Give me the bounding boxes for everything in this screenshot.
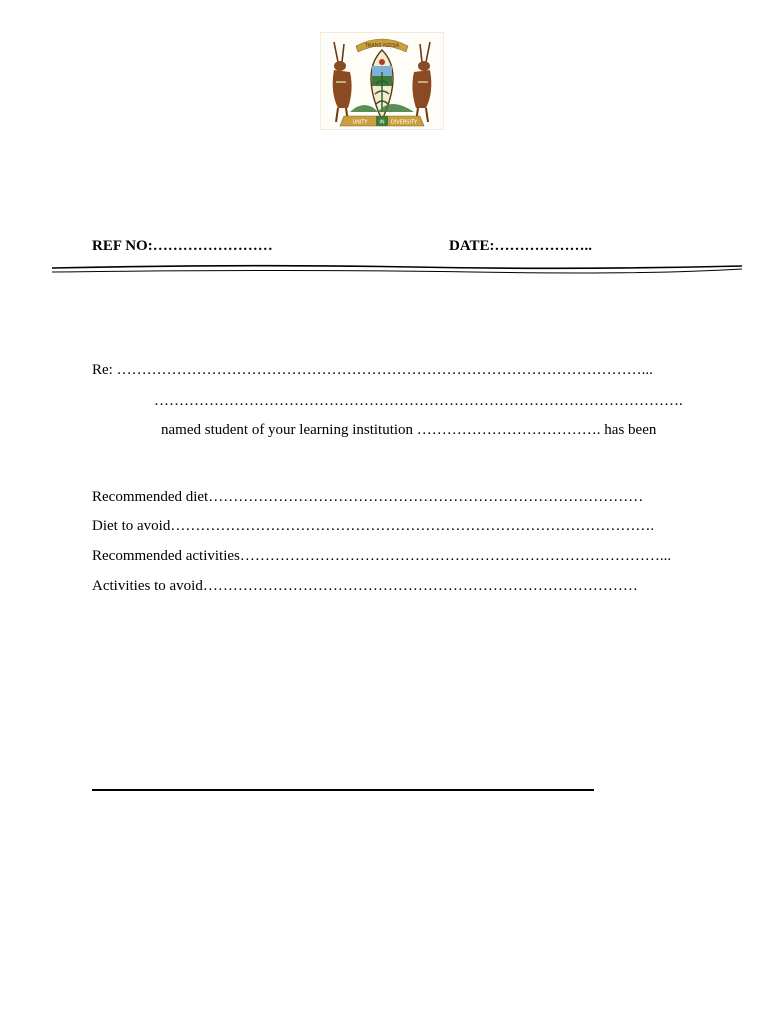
named-student-line: named student of your learning institution ………………………………. has been	[161, 422, 657, 438]
activities-to-avoid-field: Activities to avoid……………………………………………………………………………	[92, 578, 638, 594]
recommended-activities-field: Recommended activities…………………………………………………………………………...	[92, 548, 672, 564]
diet-to-avoid-field: Diet to avoid…………………………………………………………………………………….	[92, 518, 655, 534]
emblem-banner-text: TRANS NZOIA	[364, 43, 400, 49]
recommended-diet-field: Recommended diet……………………………………………………………………………	[92, 489, 644, 505]
emblem-motto-center: IN	[379, 119, 385, 126]
coat-of-arms-emblem	[320, 32, 444, 130]
re-continuation-line: …………………………………………………………………………………………….	[154, 393, 683, 409]
ref-no-label: REF NO:……………………	[92, 238, 273, 254]
date-label: DATE:………………..	[449, 238, 593, 254]
emblem-motto-left: UNITY	[352, 119, 368, 126]
signature-line	[92, 789, 594, 791]
header-divider-rule	[52, 264, 742, 276]
re-line: Re: ……………………………………………………………………………………………...	[92, 362, 653, 378]
emblem-motto-right: DIVERSITY	[390, 119, 418, 126]
